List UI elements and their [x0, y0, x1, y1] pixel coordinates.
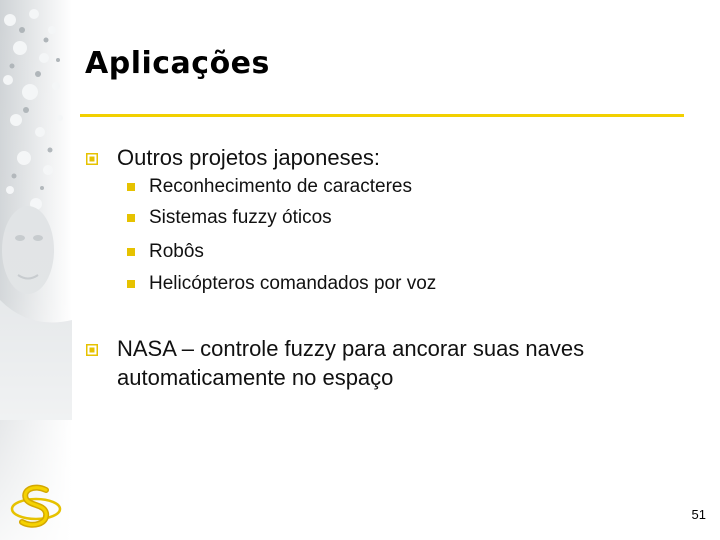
bullet-text: Outros projetos japoneses:: [117, 145, 380, 170]
sub-bullet-text: Reconhecimento de caracteres: [149, 176, 412, 197]
filled-square-bullet-icon: [127, 248, 135, 256]
page-title: Aplicações: [85, 46, 270, 81]
bullet-text-line: NASA – controle fuzzy para ancorar suas naves: [117, 336, 585, 361]
sub-bullet-text: Robôs: [149, 241, 204, 262]
company-logo-icon: [10, 482, 62, 532]
title-underline: [80, 114, 684, 117]
filled-square-bullet-icon: [127, 183, 135, 191]
hollow-square-bullet-icon: [86, 153, 98, 165]
hollow-square-bullet-icon: [86, 344, 98, 356]
sub-bullet-text: Sistemas fuzzy óticos: [149, 207, 332, 228]
sub-bullet-text: Helicópteros comandados por voz: [149, 273, 437, 294]
bullet-text-line: automaticamente no espaço: [117, 365, 394, 390]
decorative-side-image: [0, 0, 72, 540]
filled-square-bullet-icon: [127, 280, 135, 288]
page-number: 51: [691, 507, 706, 522]
filled-square-bullet-icon: [127, 214, 135, 222]
